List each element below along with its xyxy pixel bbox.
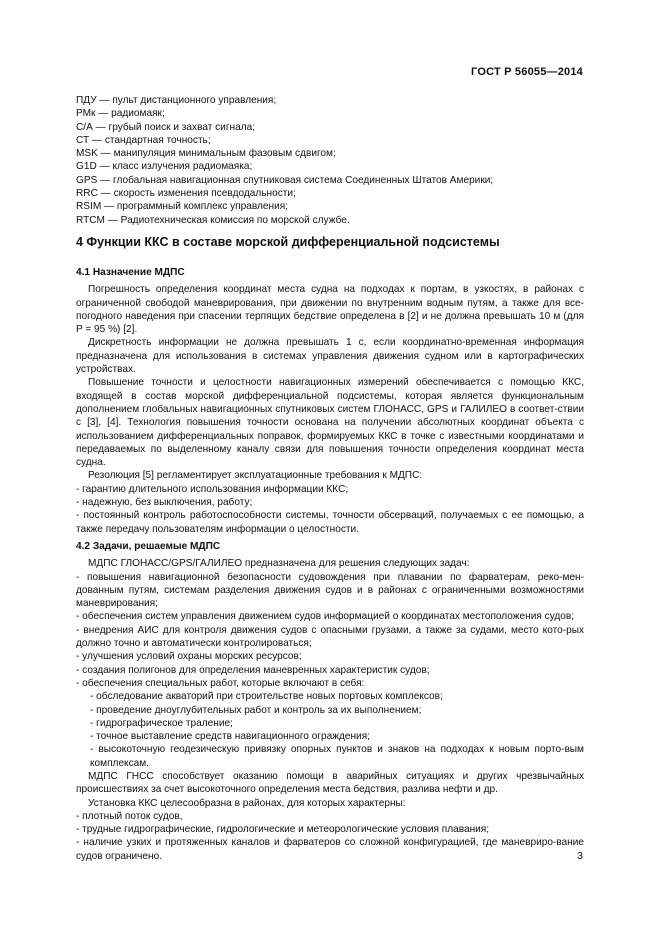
- page-number: 3: [577, 850, 583, 862]
- section-4-body: [76, 266, 584, 863]
- sub-list-item: - гидрографическое траление;: [90, 717, 233, 729]
- section-4-title: 4 Функции ККС в составе морской дифференциальной подсистемы: [76, 235, 500, 249]
- abbreviation-item: G1D — класс излучения радиомаяка;: [76, 161, 253, 173]
- paragraph: МДПС ГНСС способствует оказанию помощи в аварийных ситуациях и других чрезвычайных происшествиях за счет высокоточного определения места бедствия, разлива нефти и др.: [76, 770, 584, 796]
- abbreviation-item: С/А — грубый поиск и захват сигнала;: [76, 121, 255, 133]
- list-item: - создания полигонов для определения маневренных характеристик судов;: [76, 664, 430, 676]
- abbreviation-item: RRC — скорость изменения псевдодальности;: [76, 188, 296, 200]
- paragraph: МДПС ГЛОНАСС/GPS/ГАЛИЛЕО предназначена для решения следующих задач:: [88, 558, 470, 570]
- list-item: - надежную, без выключения, работу;: [76, 497, 253, 509]
- list-item: - обеспечения систем управления движением судов информацией о координатах местоположения судов;: [76, 611, 575, 623]
- abbreviation-item: MSK — манипуляция минимальным фазовым сдвигом;: [76, 148, 336, 160]
- paragraph: Установка ККС целесообразна в районах, для которых характерны:: [88, 797, 406, 809]
- paragraph: Повышение точности и целостности навигационных измерений обеспечивается с помощью ККС, входящей в состав морской дифференциальной подсистемы, которая является функциональным дополнением глобальных навигационных спутниковых систем ГЛОНАСС, GPS и ГАЛИЛЕО в соответ-ствии с [3], [4]. Технология повышения точности основана на получении абсолютных координат объекта с использованием дифференциальных поправок, формируемых ККС в точке с известными координатами и передаваемых по выделенному каналу связи для повышения точности определения координат места судна.: [76, 377, 584, 469]
- sub-list-item: - обследование акваторий при строительстве новых портовых комплексов;: [90, 691, 443, 703]
- list-item: - наличие узких и протяженных каналов и фарватеров со сложной конфигурацией, где маневриро-вание судов ограничено.: [76, 837, 584, 862]
- list-item: - обеспечения специальных работ, которые включают в себя:: [76, 677, 365, 689]
- list-item: - внедрения АИС для контроля движения судов с опасными грузами, а также за судами, место кото-рых должно точно и автоматически контролироваться;: [76, 624, 584, 650]
- list-item: - улучшения условий охраны морских ресурсов;: [76, 651, 302, 663]
- list-item: - гарантию длительного использования информации ККС;: [76, 483, 349, 495]
- paragraph: Дискретность информации не должна превышать 1 с, если координатно-временная информация предназначена для использования в системах управления движения судном или в картографических устройствах.: [76, 337, 584, 376]
- sub-list-item: - высокоточную геодезическую привязку опорных пунктов и знаков на подходах к новым порто-вым комплексам.: [90, 744, 584, 769]
- abbreviation-item: RTCM — Радиотехническая комиссия по морской службе.: [76, 214, 350, 226]
- sub-list-item: - проведение дноуглубительных работ и контроль за их выполнением;: [90, 704, 422, 716]
- abbreviation-list: [76, 94, 584, 227]
- abbreviation-item: РМк — радиомаяк;: [76, 108, 165, 120]
- list-item: - повышения навигационной безопасности судовождения при плавании по фарватерам, реко-мен-дованным путям, системам разделения движения судов и в районах с ограниченными возможностями маневрирования;: [76, 571, 584, 610]
- paragraph: Погрешность определения координат места судна на подходах к портам, в узкостях, в районах с ограниченной свободой маневрирования, при движении по внутренним водным путям, а также для все-погодного наведения при спасении терпящих бедствие определена в [2] и не должна превышать 10 м (для P = 95 %) [2].: [76, 284, 584, 336]
- abbreviation-item: RSIM — программный комплекс управления;: [76, 201, 288, 213]
- section-4-1-title: 4.1 Назначение МДПС: [76, 267, 185, 278]
- sub-list-item: - точное выставление средств навигационного ограждения;: [90, 731, 370, 743]
- abbreviation-item: ПДУ — пульт дистанционного управления;: [76, 95, 277, 106]
- list-item: - трудные гидрографические, гидрологические и метеорологические условия плавания;: [76, 824, 490, 836]
- section-4-2-title: 4.2 Задачи, решаемые МДПС: [76, 540, 221, 552]
- abbreviation-item: GPS — глобальная навигационная спутниковая система Соединенных Штатов Америки;: [76, 174, 494, 186]
- list-item: - постоянный контроль работоспособности системы, точности обсерваций, получаемых с ее помощью, а также передачу пользователям информации о целостности.: [76, 510, 584, 535]
- abbreviation-item: СТ — стандартная точность;: [76, 134, 211, 146]
- paragraph: Резолюция [5] регламентирует эксплуатационные требования к МДПС:: [88, 470, 423, 482]
- document-code: ГОСТ Р 56055—2014: [471, 66, 583, 78]
- list-item: - плотный поток судов,: [76, 810, 183, 822]
